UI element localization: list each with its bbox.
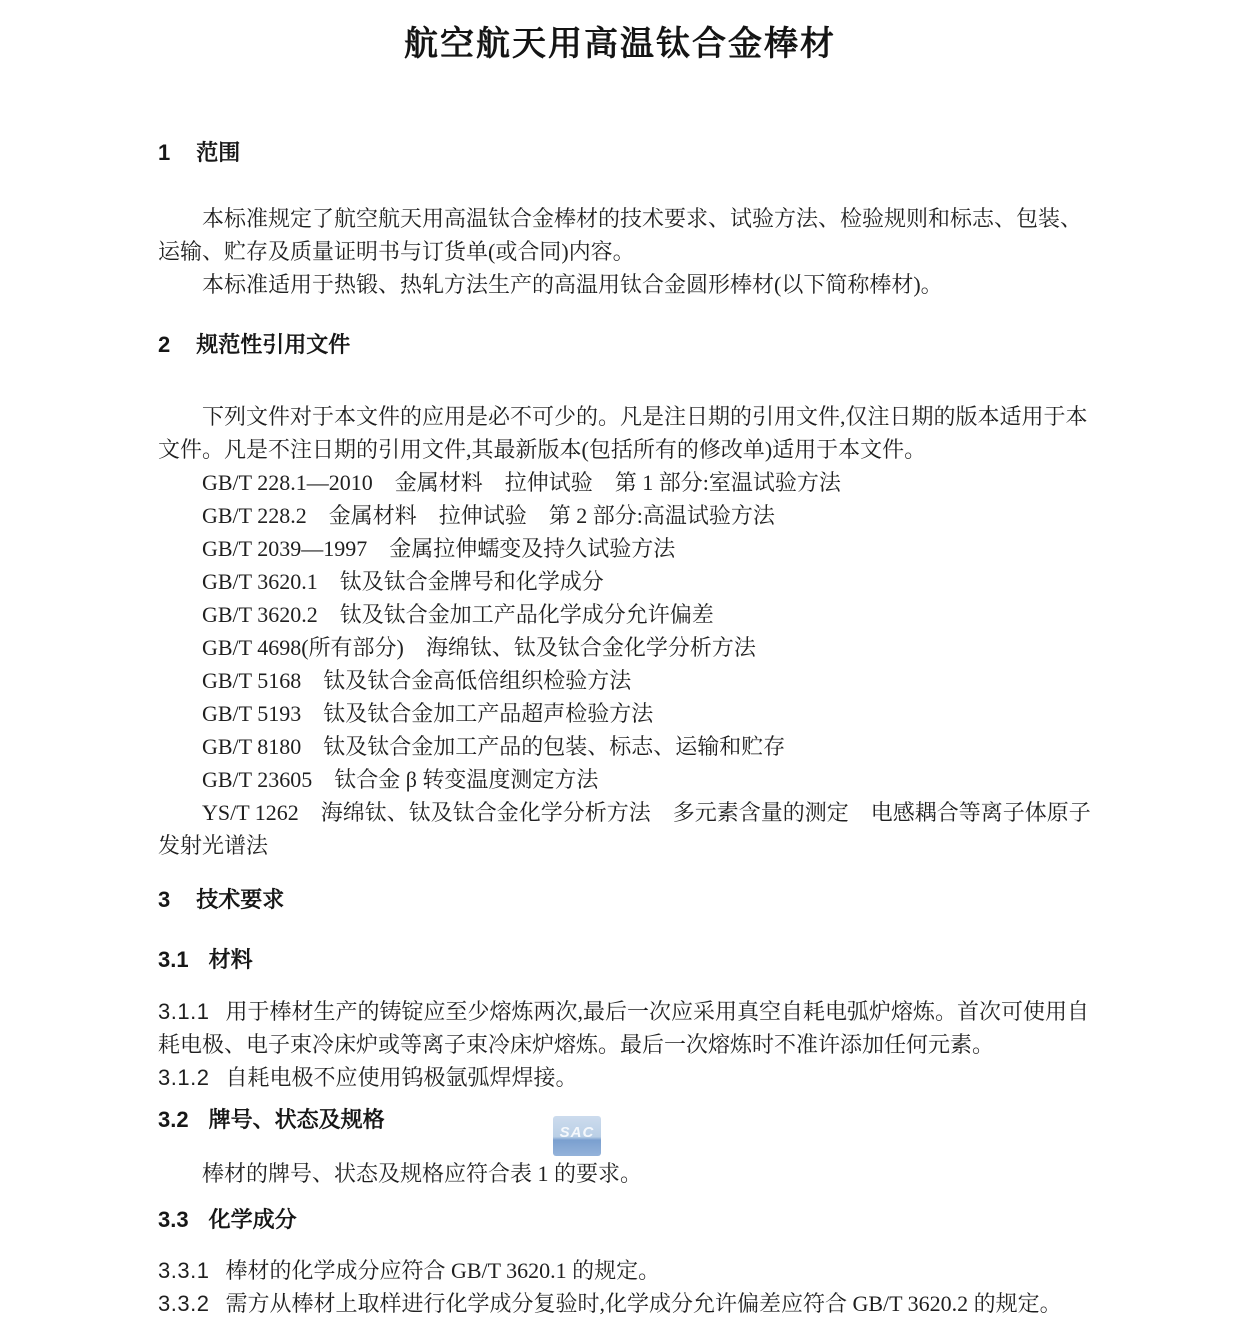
clause-3-3-2: [158, 1287, 1100, 1320]
reference-item: GB/T 3620.1 钛及钛合金牌号和化学成分: [202, 569, 604, 594]
section-3-2-heading: [158, 1107, 1100, 1133]
document-title: 航空航天用高温钛合金棒材: [404, 25, 836, 63]
section-3-1-title: 材料: [208, 947, 253, 972]
reference-item: GB/T 3620.2 钛及钛合金加工产品化学成分允许偏差: [202, 602, 714, 627]
section-2-heading: [158, 332, 1100, 358]
reference-item: GB/T 5193 钛及钛合金加工产品超声检验方法: [202, 701, 654, 726]
section-2-title: 规范性引用文件: [196, 332, 351, 357]
reference-item: GB/T 5168 钛及钛合金高低倍组织检验方法: [202, 668, 632, 693]
section-3-1-number: 3.1: [158, 947, 189, 972]
reference-item: GB/T 2039—1997 金属拉伸蠕变及持久试验方法: [202, 536, 676, 561]
section-3-1-heading: [158, 947, 1100, 973]
clause-3-3-2-number: 3.3.2: [158, 1291, 210, 1316]
reference-item: GB/T 23605 钛合金 β 转变温度测定方法: [202, 767, 599, 792]
clause-3-1-2: [158, 1061, 1100, 1094]
section-1-number: 1: [158, 140, 171, 165]
section-3-3-number: 3.3: [158, 1207, 189, 1232]
clause-3-1-2-text: 自耗电极不应使用钨极氩弧焊焊接。: [225, 1065, 578, 1090]
document-body: [0, 140, 1240, 1340]
section-3-number: 3: [158, 887, 171, 912]
section-3-3-title: 化学成分: [208, 1207, 297, 1232]
clause-3-1-2-number: 3.1.2: [158, 1065, 210, 1090]
section-3-3-heading: [158, 1207, 1100, 1233]
clause-3-3-1-text: 棒材的化学成分应符合 GB/T 3620.1 的规定。: [225, 1258, 661, 1283]
clause-3-3-2-text: 需方从棒材上取样进行化学成分复验时,化学成分允许偏差应符合 GB/T 3620.2 的规定。: [225, 1291, 1062, 1316]
section-3-title: 技术要求: [196, 887, 285, 912]
section-2-number: 2: [158, 332, 171, 357]
clause-3-1-1: [158, 995, 1100, 1061]
sac-watermark-text: SAC: [559, 1123, 595, 1141]
scope-paragraph-1: 本标准规定了航空航天用高温钛合金棒材的技术要求、试验方法、检验规则和标志、包装、运输、贮存及质量证明书与订货单(或合同)内容。: [158, 206, 1083, 264]
clause-3-1-1-text: 用于棒材生产的铸锭应至少熔炼两次,最后一次应采用真空自耗电弧炉熔炼。首次可使用自耗电极、电子束冷床炉或等离子束冷床炉熔炼。最后一次熔炼时不准许添加任何元素。: [158, 999, 1089, 1057]
clause-3-3-1: [158, 1254, 1100, 1287]
section-3-heading: [158, 887, 1100, 913]
grade-state-paragraph: 棒材的牌号、状态及规格应符合表 1 的要求。: [202, 1161, 643, 1186]
section-1-title: 范围: [196, 140, 241, 165]
section-3-2-number: 3.2: [158, 1107, 189, 1132]
scope-paragraph-2: 本标准适用于热锻、热轧方法生产的高温用钛合金圆形棒材(以下简称棒材)。: [202, 272, 943, 297]
reference-item: YS/T 1262 海绵钛、钛及钛合金化学分析方法 多元素含量的测定 电感耦合等离子体原子发射光谱法: [158, 800, 1091, 858]
reference-item: GB/T 4698(所有部分) 海绵钛、钛及钛合金化学分析方法: [202, 635, 756, 660]
section-3-2-title: 牌号、状态及规格: [208, 1107, 385, 1132]
reference-item: GB/T 228.1—2010 金属材料 拉伸试验 第 1 部分:室温试验方法: [202, 470, 841, 495]
reference-item: GB/T 228.2 金属材料 拉伸试验 第 2 部分:高温试验方法: [202, 503, 775, 528]
references-list: [158, 466, 1100, 862]
section-1-heading: [158, 140, 1100, 166]
clause-3-1-1-number: 3.1.1: [158, 999, 210, 1024]
clause-3-3-1-number: 3.3.1: [158, 1258, 210, 1283]
references-intro-paragraph: 下列文件对于本文件的应用是必不可少的。凡是注日期的引用文件,仅注日期的版本适用于本文件。凡是不注日期的引用文件,其最新版本(包括所有的修改单)适用于本文件。: [158, 404, 1088, 462]
reference-item: GB/T 8180 钛及钛合金加工产品的包装、标志、运输和贮存: [202, 734, 786, 759]
